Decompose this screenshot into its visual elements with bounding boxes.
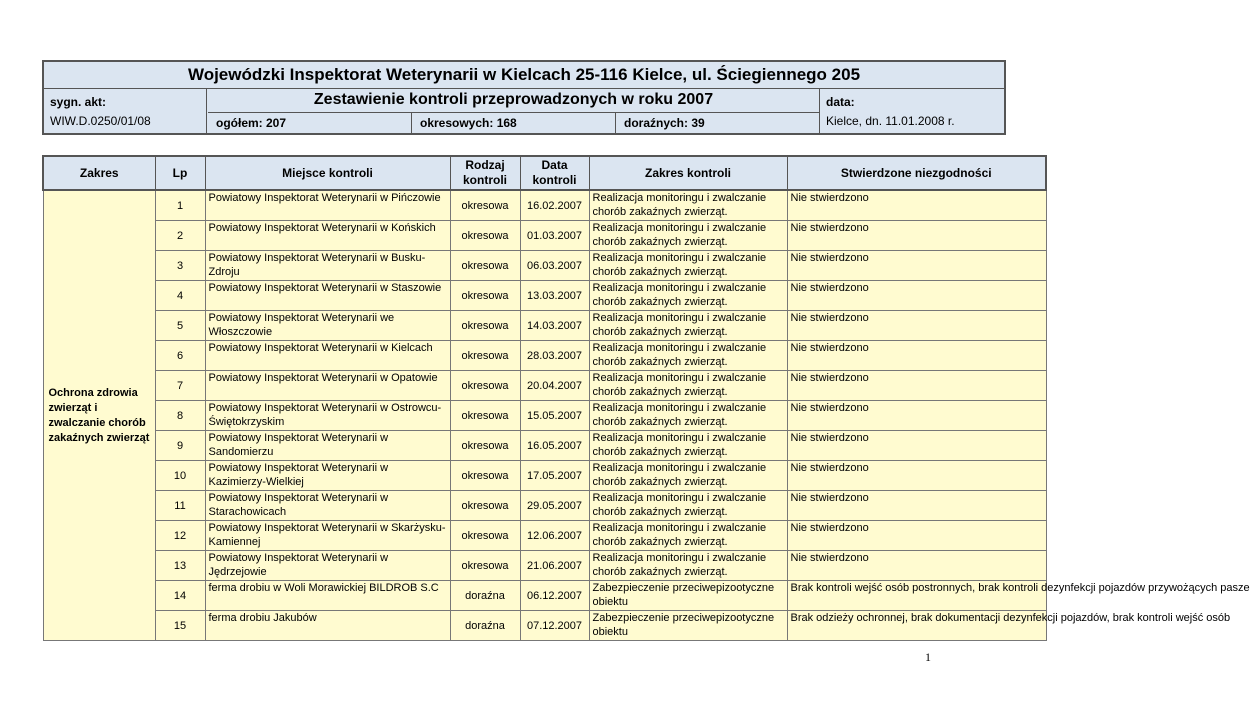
cell-niezgodnosci: Nie stwierdzono [787,281,1046,311]
page-number: 1 [925,650,931,664]
cell-rodzaj: okresowa [450,341,520,371]
col-header-miejsce: Miejsce kontroli [205,156,450,190]
cell-data: 13.03.2007 [520,281,589,311]
document-header [42,60,1006,135]
cell-rodzaj: okresowa [450,551,520,581]
cell-miejsce: Powiatowy Inspektorat Weterynarii w Skarżysku-Kamiennej [205,521,450,551]
institution-title: Wojewódzki Inspektorat Weterynarii w Kielcach 25-116 Kielce, ul. Ściegiennego 205 [44,62,1004,89]
date-label: data: [826,95,855,109]
cell-lp: 14 [155,581,205,611]
table-row [43,551,1046,581]
cell-lp: 11 [155,491,205,521]
cell-lp: 10 [155,461,205,491]
cell-rodzaj: doraźna [450,611,520,641]
periodic-count: okresowych: 168 [412,113,616,133]
case-reference-value: WIW.D.0250/01/08 [50,114,151,128]
cell-data: 17.05.2007 [520,461,589,491]
summary-block [208,88,820,133]
cell-rodzaj: okresowa [450,431,520,461]
controls-table [42,155,1250,641]
table-row [43,491,1046,521]
cell-rodzaj: okresowa [450,371,520,401]
cell-niezgodnosci: Nie stwierdzono [787,401,1046,431]
cell-rodzaj: okresowa [450,251,520,281]
cell-data: 12.06.2007 [520,521,589,551]
cell-rodzaj: okresowa [450,311,520,341]
cell-niezgodnosci: Nie stwierdzono [787,311,1046,341]
cell-data: 28.03.2007 [520,341,589,371]
cell-lp: 15 [155,611,205,641]
cell-niezgodnosci: Nie stwierdzono [787,251,1046,281]
cell-lp: 5 [155,311,205,341]
table-row [43,371,1046,401]
cell-rodzaj: okresowa [450,521,520,551]
table-row [43,461,1046,491]
cell-niezgodnosci: Nie stwierdzono [787,491,1046,521]
case-reference-label: sygn. akt: [50,95,107,109]
control-counts [208,113,819,133]
cell-rodzaj: doraźna [450,581,520,611]
table-row [43,190,1046,221]
cell-zakres-kontroli: Realizacja monitoringu i zwalczanie chorób zakaźnych zwierząt. [589,190,787,221]
cell-data: 06.03.2007 [520,251,589,281]
cell-zakres-kontroli: Realizacja monitoringu i zwalczanie chorób zakaźnych zwierząt. [589,521,787,551]
cell-niezgodnosci: Nie stwierdzono [787,461,1046,491]
cell-zakres-kontroli: Realizacja monitoringu i zwalczanie chorób zakaźnych zwierząt. [589,461,787,491]
table-row [43,401,1046,431]
cell-data: 15.05.2007 [520,401,589,431]
cell-lp: 1 [155,190,205,221]
table-row [43,311,1046,341]
cell-lp: 2 [155,221,205,251]
cell-zakres-kontroli: Realizacja monitoringu i zwalczanie chorób zakaźnych zwierząt. [589,221,787,251]
table-header-row [43,156,1046,190]
cell-data: 16.02.2007 [520,190,589,221]
cell-miejsce: Powiatowy Inspektorat Weterynarii w Jędrzejowie [205,551,450,581]
cell-zakres-kontroli: Realizacja monitoringu i zwalczanie chorób zakaźnych zwierząt. [589,311,787,341]
cell-zakres-kontroli: Realizacja monitoringu i zwalczanie chorób zakaźnych zwierząt. [589,341,787,371]
table-row [43,221,1046,251]
cell-zakres-kontroli: Zabezpieczenie przeciwepizootyczne obiektu [589,611,787,641]
cell-rodzaj: okresowa [450,190,520,221]
col-header-lp: Lp [155,156,205,190]
col-header-rodzaj: Rodzaj kontroli [450,156,520,190]
cell-rodzaj: okresowa [450,221,520,251]
cell-rodzaj: okresowa [450,401,520,431]
col-header-zakres: Zakres [43,156,155,190]
zakres-group-cell: Ochrona zdrowia zwierząt i zwalczanie chorób zakaźnych zwierząt [43,190,155,641]
cell-miejsce: Powiatowy Inspektorat Weterynarii w Sandomierzu [205,431,450,461]
case-reference [44,88,207,133]
cell-data: 07.12.2007 [520,611,589,641]
cell-lp: 6 [155,341,205,371]
total-count: ogółem: 207 [208,113,412,133]
cell-zakres-kontroli: Realizacja monitoringu i zwalczanie chorób zakaźnych zwierząt. [589,401,787,431]
cell-lp: 12 [155,521,205,551]
cell-lp: 8 [155,401,205,431]
cell-niezgodnosci: Nie stwierdzono [787,431,1046,461]
cell-zakres-kontroli: Realizacja monitoringu i zwalczanie chorób zakaźnych zwierząt. [589,251,787,281]
cell-rodzaj: okresowa [450,491,520,521]
cell-niezgodnosci: Nie stwierdzono [787,341,1046,371]
adhoc-count: doraźnych: 39 [624,116,705,130]
table-row [43,281,1046,311]
cell-miejsce: Powiatowy Inspektorat Weterynarii w Starachowicach [205,491,450,521]
cell-miejsce: ferma drobiu Jakubów [205,611,450,641]
table-row [43,611,1046,641]
cell-miejsce: Powiatowy Inspektorat Weterynarii w Kielcach [205,341,450,371]
document-date [820,88,1004,133]
cell-zakres-kontroli: Realizacja monitoringu i zwalczanie chorób zakaźnych zwierząt. [589,491,787,521]
cell-miejsce: Powiatowy Inspektorat Weterynarii w Opatowie [205,371,450,401]
cell-miejsce: Powiatowy Inspektorat Weterynarii w Staszowie [205,281,450,311]
cell-miejsce: Powiatowy Inspektorat Weterynarii we Włoszczowie [205,311,450,341]
date-value: Kielce, dn. 11.01.2008 r. [826,114,955,128]
cell-niezgodnosci: Nie stwierdzono [787,190,1046,221]
cell-data: 06.12.2007 [520,581,589,611]
table-body [43,190,1250,641]
cell-niezgodnosci: Nie stwierdzono [787,221,1046,251]
cell-zakres-kontroli: Realizacja monitoringu i zwalczanie chorób zakaźnych zwierząt. [589,431,787,461]
cell-miejsce: Powiatowy Inspektorat Weterynarii w Kazimierzy-Wielkiej [205,461,450,491]
col-header-data: Data kontroli [520,156,589,190]
cell-zakres-kontroli: Realizacja monitoringu i zwalczanie chorób zakaźnych zwierząt. [589,551,787,581]
cell-zakres-kontroli: Realizacja monitoringu i zwalczanie chorób zakaźnych zwierząt. [589,281,787,311]
cell-data: 01.03.2007 [520,221,589,251]
cell-miejsce: Powiatowy Inspektorat Weterynarii w Końskich [205,221,450,251]
cell-lp: 4 [155,281,205,311]
cell-zakres-kontroli: Realizacja monitoringu i zwalczanie chorób zakaźnych zwierząt. [589,371,787,401]
cell-data: 20.04.2007 [520,371,589,401]
table-row [43,581,1046,611]
cell-data: 14.03.2007 [520,311,589,341]
cell-lp: 9 [155,431,205,461]
document-subtitle: Zestawienie kontroli przeprowadzonych w roku 2007 [208,88,819,113]
cell-data: 29.05.2007 [520,491,589,521]
cell-miejsce: Powiatowy Inspektorat Weterynarii w Pińczowie [205,190,450,221]
cell-lp: 13 [155,551,205,581]
cell-niezgodnosci: Brak kontroli wejść osób postronnych, brak kontroli dezynfekcji pojazdów przywożących pasze [787,581,1046,611]
cell-miejsce: ferma drobiu w Woli Morawickiej BILDROB S.C [205,581,450,611]
cell-lp: 7 [155,371,205,401]
cell-niezgodnosci: Nie stwierdzono [787,371,1046,401]
cell-zakres-kontroli: Zabezpieczenie przeciwepizootyczne obiektu [589,581,787,611]
col-header-niezgodnosci: Stwierdzone niezgodności [787,156,1046,190]
cell-niezgodnosci: Brak odzieży ochronnej, brak dokumentacji dezynfekcji pojazdów, brak kontroli wejść osób [787,611,1046,641]
cell-rodzaj: okresowa [450,281,520,311]
table-row [43,341,1046,371]
table-row [43,431,1046,461]
cell-lp: 3 [155,251,205,281]
cell-niezgodnosci: Nie stwierdzono [787,521,1046,551]
cell-data: 16.05.2007 [520,431,589,461]
cell-rodzaj: okresowa [450,461,520,491]
cell-data: 21.06.2007 [520,551,589,581]
cell-miejsce: Powiatowy Inspektorat Weterynarii w Ostrowcu-Świętokrzyskim [205,401,450,431]
col-header-zakres-kontroli: Zakres kontroli [589,156,787,190]
table-row [43,251,1046,281]
cell-niezgodnosci: Nie stwierdzono [787,551,1046,581]
table-row [43,521,1046,551]
cell-miejsce: Powiatowy Inspektorat Weterynarii w Busku-Zdroju [205,251,450,281]
